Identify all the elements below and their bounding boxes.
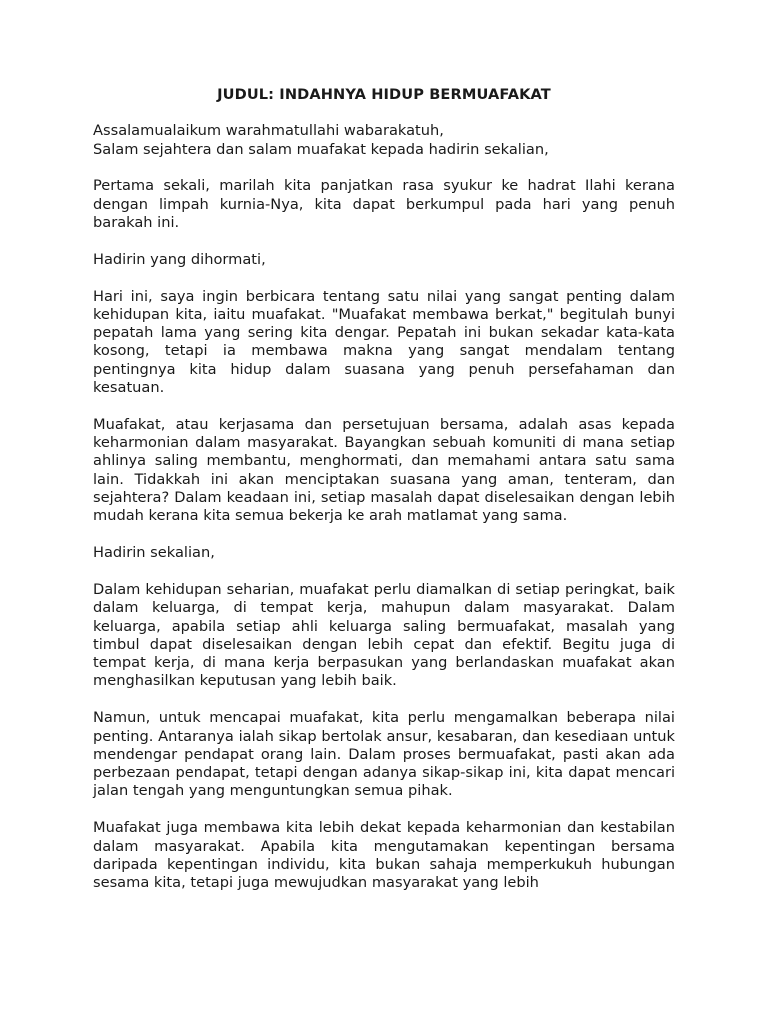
paragraph-body: Muafakat, atau kerjasama dan persetujuan bersama, adalah asas kepada keharmonian dalam masyarakat. Bayangkan sebuah komuniti di mana setiap ahlinya saling membantu, menghormati, dan memahami antara satu sama lain. Tidakkah ini akan menciptakan suasana yang aman, tenteram, dan sejahtera? Dalam keadaan ini, setiap masalah dapat diselesaikan dengan lebih mudah kerana kita semua bekerja ke arah matlamat yang sama.: [93, 415, 675, 525]
document-body: [93, 86, 675, 911]
paragraph-body: Dalam kehidupan seharian, muafakat perlu diamalkan di setiap peringkat, baik dalam keluarga, di tempat kerja, mahupun dalam masyarakat. Dalam keluarga, apabila setiap ahli keluarga saling bermuafakat, masalah yang timbul dapat diselesaikan dengan lebih cepat dan efektif. Begitu juga di tempat kerja, di mana kerja berpasukan yang berlandaskan muafakat akan menghasilkan keputusan yang lebih baik.: [93, 580, 675, 690]
greeting-line: Salam sejahtera dan salam muafakat kepada hadirin sekalian,: [93, 140, 549, 158]
document-title: JUDUL: INDAHNYA HIDUP BERMUAFAKAT: [217, 86, 551, 103]
paragraph-body: Hari ini, saya ingin berbicara tentang satu nilai yang sangat penting dalam kehidupan kita, iaitu muafakat. "Muafakat membawa berkat," begitulah bunyi pepatah lama yang sering kita dengar. Pepatah ini bukan sekadar kata-kata kosong, tetapi ia membawa makna yang sangat mendalam tentang pentingnya kita hidup dalam suasana yang penuh persefahaman dan kesatuan.: [93, 287, 675, 397]
paragraph-salutation: Hadirin yang dihormati,: [93, 250, 266, 268]
paragraph-body: Muafakat juga membawa kita lebih dekat kepada keharmonian dan kestabilan dalam masyarakat. Apabila kita mengutamakan kepentingan bersama daripada kepentingan individu, kita bukan sahaja memperkukuh hubungan sesama kita, tetapi juga mewujudkan masyarakat yang lebih: [93, 819, 675, 892]
paragraph-body: Namun, untuk mencapai muafakat, kita perlu mengamalkan beberapa nilai penting. Antaranya ialah sikap bertolak ansur, kesabaran, dan kesediaan untuk mendengar pendapat orang lain. Dalam proses bermuafakat, pasti akan ada perbezaan pendapat, tetapi dengan adanya sikap-sikap ini, kita dapat mencari jalan tengah yang menguntungkan semua pihak.: [93, 709, 675, 800]
greeting-paragraph: [93, 122, 675, 159]
paragraph-opening: Pertama sekali, marilah kita panjatkan rasa syukur ke hadrat Ilahi kerana dengan limpah kurnia-Nya, kita dapat berkumpul pada hari yang penuh barakah ini.: [93, 177, 675, 231]
paragraph-salutation: Hadirin sekalian,: [93, 544, 215, 562]
greeting-line: Assalamualaikum warahmatullahi wabarakatuh,: [93, 122, 444, 140]
